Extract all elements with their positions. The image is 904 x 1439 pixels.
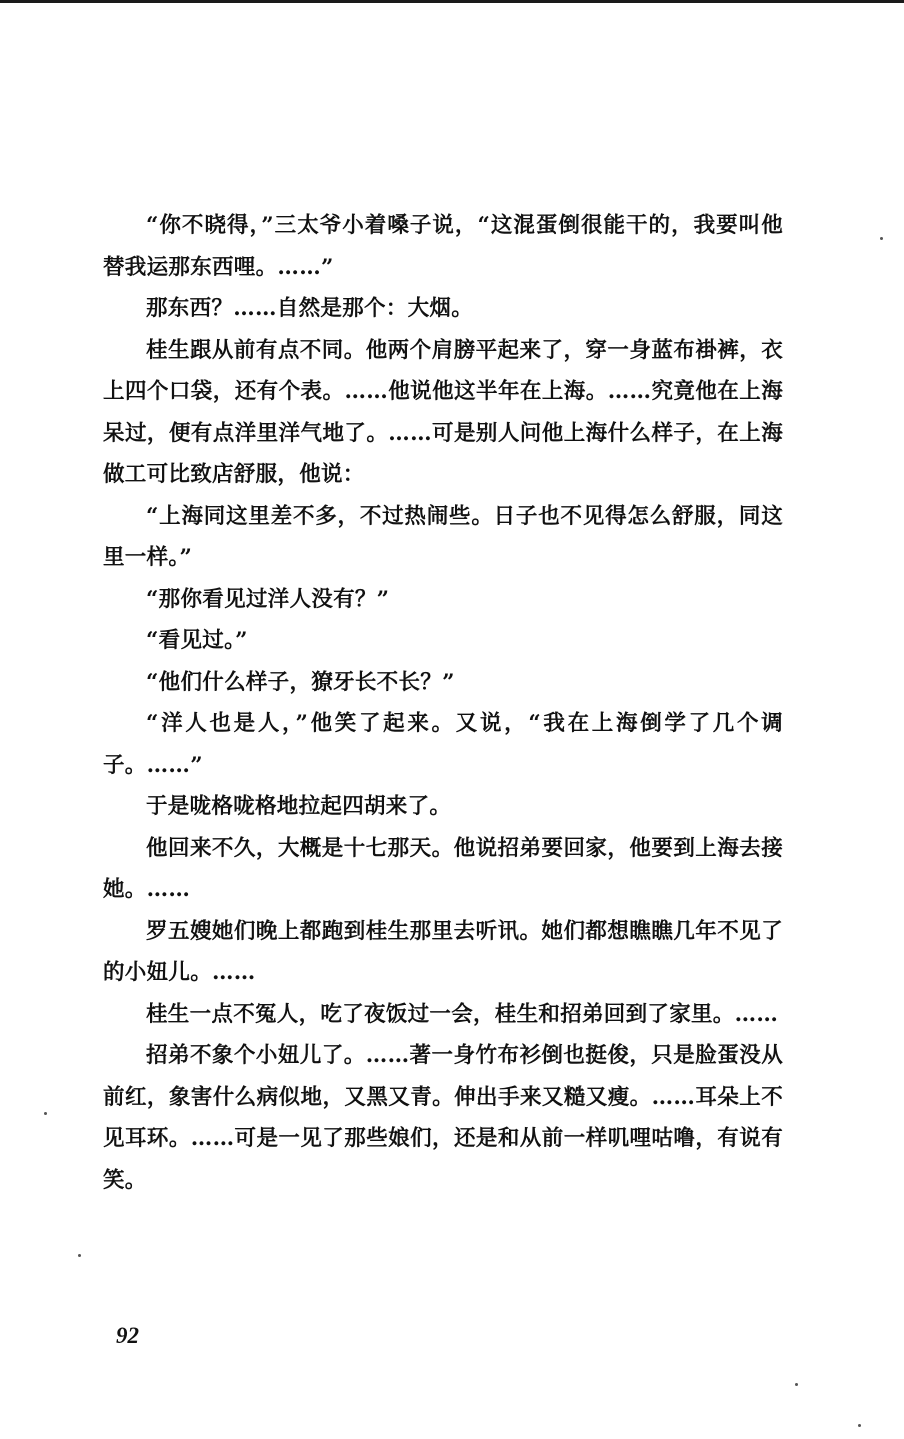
- scan-speck: [78, 1254, 81, 1257]
- paragraph-10: 他回来不久，大概是十七那天。他说招弟要回家，他要到上海去接她。……: [103, 835, 783, 902]
- paragraph-8: “洋人也是人，”他笑了起来。又说，“我在上海倒学了几个调子。……”: [103, 711, 783, 778]
- scan-speck: [795, 1383, 798, 1386]
- paragraph-1: “你不晓得，”三太爷小着嗓子说，“这混蛋倒很能干的，我要叫他替我运那东西哩。……”: [103, 213, 783, 280]
- body-text: [103, 205, 783, 1201]
- scan-speck: [44, 1112, 47, 1115]
- page-number: 92: [116, 1323, 139, 1348]
- paragraph-12: 桂生一点不冤人，吃了夜饭过一会，桂生和招弟回到了家里。……: [146, 1001, 779, 1027]
- paragraph-7: “他们什么样子，獠牙长不长？”: [146, 669, 455, 695]
- paragraph-9: 于是咙格咙格地拉起四胡来了。: [146, 794, 452, 819]
- scan-speck: [880, 237, 883, 240]
- paragraph-5: “那你看见过洋人没有？”: [146, 586, 390, 612]
- paragraph-6: “看见过。”: [146, 628, 248, 653]
- paragraph-3: 桂生跟从前有点不同。他两个肩膀平起来了，穿一身蓝布褂裤，衣上四个口袋，还有个表。……他说他这半年在上海。……究竟他在上海呆过，便有点洋里洋气地了。……可是别人问他上海什么样子，在上海做工可比致店舒服，他说：: [103, 337, 783, 487]
- paragraph-11: 罗五嫂她们晚上都跑到桂生那里去听讯。她们都想瞧瞧几年不见了的小妞儿。……: [103, 918, 783, 985]
- paragraph-13: 招弟不象个小妞儿了。……著一身竹布衫倒也挺俊，只是脸蛋没从前红，象害什么病似地，又黑又青。伸出手来又糙又瘦。……耳朵上不见耳环。……可是一见了那些娘们，还是和从前一样叽哩咕噜，有说有笑。: [103, 1043, 783, 1193]
- top-border-line: [0, 0, 904, 3]
- paragraph-2: 那东西？……自然是那个：大烟。: [146, 296, 474, 321]
- scan-speck: [858, 1424, 861, 1427]
- paragraph-4: “上海同这里差不多，不过热闹些。日子也不见得怎么舒服，同这里一样。”: [103, 503, 783, 570]
